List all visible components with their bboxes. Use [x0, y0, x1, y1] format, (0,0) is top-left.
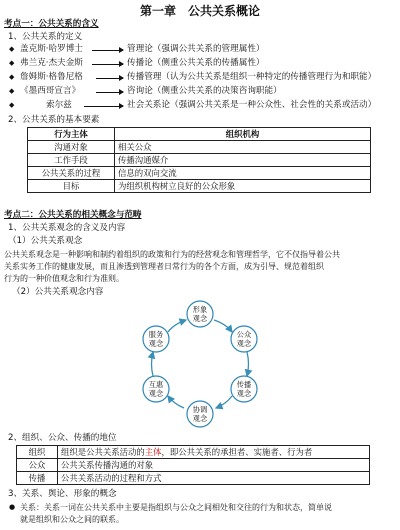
cell-text: 组织是公共关系活动的 — [61, 446, 145, 457]
table-row — [28, 154, 371, 167]
table-row — [28, 167, 371, 180]
cycle-node-label: 公众 — [236, 330, 252, 339]
bullet-icon: ◆ — [9, 59, 15, 67]
arrow-icon — [84, 106, 123, 107]
kp2-heading: 考点二：公共关系的相关概念与范畴 — [4, 210, 142, 220]
relation-line: 就是组织和公众之间的联系。 — [20, 515, 124, 524]
cycle-arrow-icon — [152, 352, 154, 376]
def-desc: 传播管理（认为公共关系是组织一种特定的传播管理行为和职能） — [127, 72, 377, 82]
def-name: 詹姆斯·格鲁尼格 — [20, 72, 83, 82]
table-cell: 目标 — [28, 180, 115, 193]
def-name: 《墨西哥宣言》 — [20, 86, 81, 96]
bullet-icon: ◆ — [9, 73, 15, 81]
cycle-node-label: 传播 — [236, 380, 252, 389]
def-desc: 管理论（强调公共关系的管理属性） — [127, 44, 265, 54]
cycle-node-label: 协调 — [192, 405, 208, 414]
concept-cycle-diagram — [130, 298, 270, 428]
kp1-heading: 考点一：公共关系的含义 — [4, 19, 99, 29]
def-desc: 社会关系论（强调公共关系是一种公众性、社会性的关系或活动） — [127, 100, 377, 110]
cycle-arrow-icon — [216, 396, 232, 408]
def-desc: 咨询论（侧重公共关系的决策咨询职能） — [127, 86, 282, 96]
cycle-node-label: 互惠 — [148, 380, 164, 389]
table-cell: 为组织机构树立良好的公众形象 — [115, 180, 371, 193]
cycle-node-label: 观念 — [148, 339, 164, 348]
cell-text: ，即公共关系的承担者、实施者、行为者 — [161, 446, 313, 457]
table-cell: 公共关系活动的过程和方式 — [58, 472, 370, 485]
cycle-node-label: 观念 — [148, 389, 164, 398]
relation-line: 关系：关系一词在公共关系中主要是指组织与公众之间相处和交往的行为和状态，简单说 — [20, 503, 332, 512]
def-name: 索尔兹 — [46, 100, 72, 110]
table-cell: 信息的双向交流 — [115, 167, 371, 180]
concept-paragraph-line: 关系实务工作的健康发展，而且渗透到管理者日常行为的各个方面，成为引导、规范着组织 — [4, 262, 324, 271]
bullet-icon: ◆ — [9, 45, 15, 53]
chapter-title: 第一章 公共关系概论 — [139, 4, 260, 18]
def-desc: 传播论（侧重公共关系的传播属性） — [127, 58, 265, 68]
arrow-icon — [92, 64, 123, 65]
table-cell: 组织 — [17, 446, 58, 459]
status-table — [16, 445, 370, 485]
arrow-icon — [92, 50, 123, 51]
kp2-section-relation: 3、关系、舆论、形象的概念 — [8, 489, 117, 499]
arrow-icon — [96, 92, 123, 93]
cycle-node-label: 观念 — [192, 414, 208, 423]
bullet-icon: ◆ — [9, 87, 15, 95]
table-row — [17, 446, 370, 459]
cycle-arrow-icon — [214, 320, 232, 332]
cell-highlight: 主体 — [144, 446, 162, 457]
table-row — [17, 459, 370, 472]
kp1-section-definition: 1、公共关系的定义 — [8, 32, 83, 42]
table-cell: 沟通对象 — [28, 141, 115, 154]
concept-paragraph-line: 公共关系观念是一种影响和制约着组织的政策和行为的经营观念和管理哲学，它不仅指导着公共 — [4, 250, 340, 259]
kp2-section-concept: 1、公共关系观念的含义及内容 — [8, 223, 126, 233]
cycle-node-label: 观念 — [236, 389, 252, 398]
bullet-icon: ◆ — [9, 101, 15, 109]
concept-paragraph-line: 行为的一种价值观念和行为准则。 — [4, 274, 124, 283]
cycle-arrow-icon — [247, 352, 249, 376]
cycle-node-label: 服务 — [148, 330, 164, 339]
kp2-section-status: 2、组织、公众、传播的地位 — [8, 433, 117, 443]
table-header-cell: 组织机构 — [115, 128, 371, 141]
table-cell: 公众 — [17, 459, 58, 472]
kp1-section-elements: 2、公共关系的基本要素 — [8, 115, 100, 125]
cycle-node-label: 观念 — [192, 314, 208, 323]
table-row — [28, 141, 371, 154]
table-header-row — [28, 128, 371, 141]
bullet-icon: ● — [9, 503, 16, 511]
table-cell: 相关公众 — [115, 141, 371, 154]
table-row — [28, 180, 371, 193]
cycle-node-label: 观念 — [236, 339, 252, 348]
cycle-arrow-icon — [168, 396, 184, 408]
table-cell: 公共关系的过程 — [28, 167, 115, 180]
cycle-node-label: 形象 — [192, 305, 208, 314]
table-header-cell: 行为主体 — [28, 128, 115, 141]
table-cell — [58, 446, 370, 459]
cycle-arrow-icon — [168, 320, 186, 332]
table-cell: 工作手段 — [28, 154, 115, 167]
table-cell: 传播 — [17, 472, 58, 485]
table-row — [17, 472, 370, 485]
kp2-sub-concept: （1）公共关系观念 — [8, 236, 83, 246]
table-cell: 传播沟通媒介 — [115, 154, 371, 167]
table-cell: 公共关系传播沟通的对象 — [58, 459, 370, 472]
kp2-sub-content: （2）公共关系观念内容 — [12, 287, 104, 297]
arrow-icon — [96, 78, 123, 79]
elements-table — [27, 127, 371, 193]
def-name: 盖克斯·哈罗博士 — [20, 44, 83, 54]
def-name: 弗兰克·杰夫金斯 — [20, 58, 83, 68]
